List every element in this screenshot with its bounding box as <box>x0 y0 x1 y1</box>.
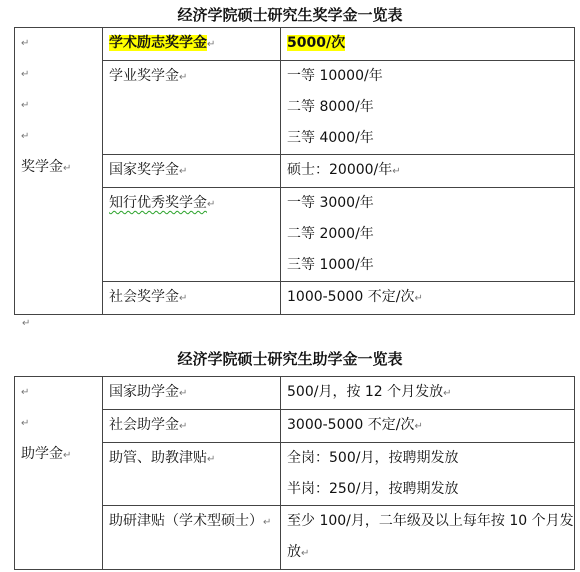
award-name-cell: 学业奖学金↵ <box>103 61 281 155</box>
award-amount-cell <box>281 28 575 61</box>
grant-table <box>14 376 575 570</box>
award-name: 社会奖学金 <box>109 289 179 305</box>
grant-name: 社会助学金 <box>109 417 179 433</box>
grant-amount: 半岗：250/月，按聘期发放 <box>287 481 459 497</box>
paragraph-mark: ↵ <box>21 387 30 398</box>
award-name: 知行优秀奖学金 <box>109 195 207 211</box>
grant-amount-cell: 3000-5000 不定/次↵ <box>281 410 575 443</box>
grant-name-cell: 助研津贴（学术型硕士）↵ <box>103 506 281 570</box>
grant-name: 助研津贴（学术型硕士） <box>109 513 263 529</box>
award-name: 学术励志奖学金 <box>109 35 207 51</box>
award-amount: 三等 4000/年 <box>287 130 374 146</box>
grant-amount: 500/月，按 12 个月发放 <box>287 384 444 400</box>
grant-name-cell: 助管、助教津贴↵ <box>103 443 281 506</box>
award-name-cell: 社会奖学金↵ <box>103 282 281 315</box>
award-amount: 1000-5000 不定/次 <box>287 289 415 305</box>
paragraph-mark: ↵ <box>21 100 30 111</box>
table-row <box>15 377 575 410</box>
grant-name: 国家助学金 <box>109 384 179 400</box>
award-name-cell: 国家奖学金↵ <box>103 155 281 188</box>
award-name: 国家奖学金 <box>109 162 179 178</box>
paragraph-mark: ↵ <box>21 38 30 49</box>
award-amount-cell <box>281 188 575 282</box>
award-name-cell: 知行优秀奖学金↵ <box>103 188 281 282</box>
award-amount: 二等 8000/年 <box>287 99 374 115</box>
grant-amount: 至少 100/月，二年级及以上每年按 10 个月发放 <box>287 513 574 560</box>
grant-category-cell <box>15 377 103 570</box>
paragraph-mark: ↵ <box>21 418 30 429</box>
award-name-cell: 学术励志奖学金↵ <box>103 28 281 61</box>
table-row <box>15 28 575 61</box>
award-amount-cell: 1000-5000 不定/次↵ <box>281 282 575 315</box>
scholarship-table <box>14 27 575 315</box>
award-amount: 三等 1000/年 <box>287 257 374 273</box>
award-amount: 5000/次 <box>287 35 346 51</box>
award-name: 学业奖学金 <box>109 68 179 84</box>
category-label: 助学金↵ <box>21 446 72 462</box>
grant-amount-cell <box>281 443 575 506</box>
grant-amount-cell: 至少 100/月，二年级及以上每年按 10 个月发放↵ <box>281 506 575 570</box>
grant-amount: 3000-5000 不定/次 <box>287 417 415 433</box>
grant-name: 助管、助教津贴 <box>109 450 207 466</box>
category-label: 奖学金↵ <box>21 159 72 175</box>
award-amount-cell: 硕士：20000/年↵ <box>281 155 575 188</box>
grant-name-cell: 社会助学金↵ <box>103 410 281 443</box>
award-amount: 一等 10000/年 <box>287 68 383 84</box>
award-amount: 一等 3000/年 <box>287 195 374 211</box>
scholarship-category-cell <box>15 28 103 315</box>
award-amount: 硕士：20000/年 <box>287 162 393 178</box>
grant-table-title: 经济学院硕士研究生助学金一览表 <box>177 350 403 368</box>
award-amount: 二等 2000/年 <box>287 226 374 242</box>
grant-name-cell: 国家助学金↵ <box>103 377 281 410</box>
award-amount-cell <box>281 61 575 155</box>
paragraph-mark: ↵ <box>22 318 31 329</box>
grant-amount: 全岗：500/月，按聘期发放 <box>287 450 459 466</box>
paragraph-mark: ↵ <box>21 131 30 142</box>
scholarship-table-title: 经济学院硕士研究生奖学金一览表 <box>177 6 403 24</box>
grant-amount-cell: 500/月，按 12 个月发放↵ <box>281 377 575 410</box>
paragraph-mark: ↵ <box>21 69 30 80</box>
